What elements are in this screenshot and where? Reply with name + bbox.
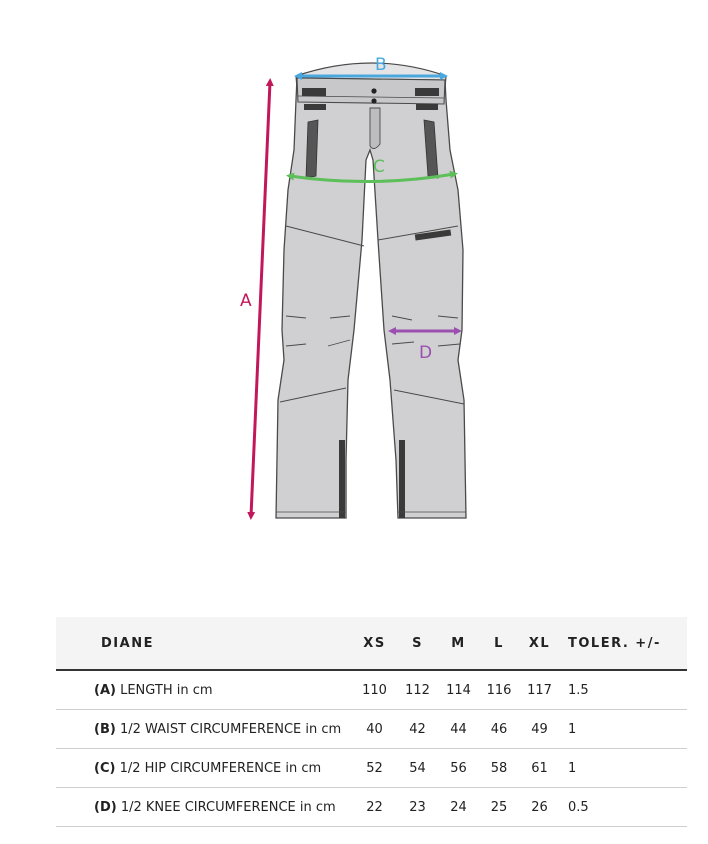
table-header-row	[56, 617, 687, 670]
waist-label: B	[375, 55, 387, 75]
size-value: 116	[479, 670, 519, 710]
length-arrow	[251, 82, 270, 516]
size-value: 52	[352, 749, 397, 788]
size-value: 110	[352, 670, 397, 710]
size-value: 56	[438, 749, 479, 788]
size-value: 22	[352, 788, 397, 827]
measurement-name	[56, 788, 352, 827]
product-name-header: DIANE	[56, 617, 352, 670]
table-row	[56, 710, 687, 749]
measurement-code: (A)	[94, 682, 116, 698]
measurement-label: 1/2 KNEE CIRCUMFERENCE in cm	[120, 799, 336, 815]
table-row	[56, 788, 687, 827]
table-row	[56, 670, 687, 710]
measurement-label: LENGTH in cm	[120, 682, 213, 698]
measurement-label: 1/2 WAIST CIRCUMFERENCE in cm	[119, 721, 342, 737]
size-header: M	[438, 617, 479, 670]
size-value: 40	[352, 710, 397, 749]
knee-label: D	[419, 343, 433, 363]
size-value: 44	[438, 710, 479, 749]
size-value: 26	[519, 788, 560, 827]
tolerance-value: 1.5	[560, 670, 687, 710]
size-value: 24	[438, 788, 479, 827]
size-value: 25	[479, 788, 519, 827]
tolerance-value: 1	[560, 749, 687, 788]
measurement-name	[56, 670, 352, 710]
tolerance-value: 0.5	[560, 788, 687, 827]
length-label: A	[240, 291, 252, 311]
size-value: 58	[479, 749, 519, 788]
size-value: 112	[397, 670, 438, 710]
size-value: 46	[479, 710, 519, 749]
table-row	[56, 749, 687, 788]
measurement-code: (B)	[94, 721, 116, 737]
tolerance-value: 1	[560, 710, 687, 749]
hip-label: C	[373, 157, 385, 177]
size-header: S	[397, 617, 438, 670]
size-header: L	[479, 617, 519, 670]
size-table	[56, 617, 687, 827]
size-header: XL	[519, 617, 560, 670]
size-header: XS	[352, 617, 397, 670]
size-value: 54	[397, 749, 438, 788]
size-value: 114	[438, 670, 479, 710]
measurement-label: 1/2 HIP CIRCUMFERENCE in cm	[119, 760, 322, 776]
pants-body	[276, 63, 466, 518]
tolerance-header: TOLER. +/-	[560, 617, 687, 670]
measurement-name	[56, 710, 352, 749]
size-value: 117	[519, 670, 560, 710]
size-value: 49	[519, 710, 560, 749]
measurement-code: (D)	[94, 799, 117, 815]
measurement-name	[56, 749, 352, 788]
measurement-code: (C)	[94, 760, 116, 776]
size-value: 42	[397, 710, 438, 749]
size-chart	[56, 617, 687, 827]
size-value: 61	[519, 749, 560, 788]
size-value: 23	[397, 788, 438, 827]
